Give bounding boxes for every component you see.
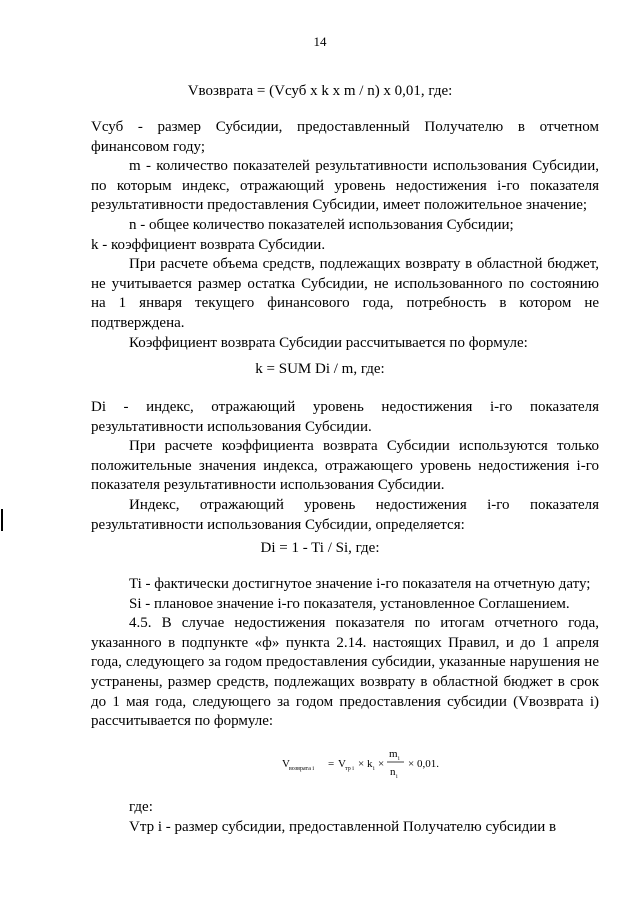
formula-times-2: ×: [378, 758, 385, 770]
formula-k-sub: i: [373, 766, 375, 772]
definition-vtr: Vтр i - размер субсидии, предоставленной Получателю субсидии в: [129, 818, 557, 835]
definition-vsub: Vсуб - размер Субсидии, предоставленный Получателю в отчетном финансовом году;: [91, 119, 599, 155]
paragraph-remainder: При расчете объема средств, подлежащих возврату в областной бюджет, не учитывается размер остатка Субсидии, не использованного по состоянию на 1 января текущего финансового года, потребность в котором не подтверждена.: [91, 256, 599, 331]
definitions-block-3: [91, 575, 599, 732]
formula-k: k: [367, 758, 373, 770]
definitions-block-2: [91, 398, 599, 535]
formula-numerator-sub: i: [398, 756, 400, 762]
formula-return-volume: Vвозврата = (Vсуб x k x m / n) x 0,01, где:: [187, 83, 453, 99]
formula-lhs: V: [282, 758, 290, 770]
formula-times-1: ×: [358, 758, 365, 770]
closing-block: [91, 798, 599, 837]
where-label: где:: [129, 799, 153, 815]
definition-k: k - коэффициент возврата Субсидии.: [91, 236, 326, 253]
formula-di: Di = 1 - Ti / Si, где:: [260, 540, 380, 556]
paragraph-4-5: 4.5. В случае недостижения показателя по итогам отчетного года, указанного в подпункте «ф» пункта 2.14. настоящих Правил, и до 1 апреля года, следующего за годом предоставления субсидии, указанные нарушения не устранены, размер средств, подлежащих возврату в областной бюджет в срок до 1 мая года, следующего за годом предоставления субсидии (Vвозврата i) рассчитывается по формуле:: [91, 615, 599, 730]
margin-mark: [1, 509, 3, 531]
formula-k: k = SUM Di / m, где:: [255, 361, 385, 377]
paragraph-positive-values: При расчете коэффициента возврата Субсидии используются только положительные значения индекса, отражающего уровень недостижения i-го показателя результативности использования Субсидии.: [91, 438, 599, 494]
paragraph-index-intro: Индекс, отражающий уровень недостижения i-го показателя результативности использования Субсидии, определяется:: [91, 496, 599, 533]
paragraph-k-formula-intro: Коэффициент возврата Субсидии рассчитывается по формуле:: [129, 334, 528, 351]
formula-v-sub: тр i: [345, 766, 354, 772]
formula-tail: × 0,01.: [408, 758, 439, 770]
formula-denominator: n: [390, 766, 396, 778]
formula-denominator-sub: i: [396, 774, 398, 780]
formula-return-volume-i: [268, 745, 468, 785]
definition-ti: Ti - фактически достигнутое значение i-го показателя на отчетную дату;: [129, 576, 591, 592]
definition-m: m - количество показателей результативности использования Субсидии, по которым индекс, отражающий уровень недостижения i-го показателя результативности предоставления Субсидии, имеет положительное значение;: [91, 158, 599, 214]
definition-di: Di - индекс, отражающий уровень недостижения i-го показателя результативности использования Субсидии.: [91, 399, 599, 435]
definition-si: Si - плановое значение i-го показателя, установленное Соглашением.: [129, 595, 570, 612]
formula-eq: =: [328, 758, 335, 770]
page-number: 14: [313, 34, 327, 49]
formula-lhs-sub: возврата i: [289, 766, 315, 772]
definition-n: n - общее количество показателей использования Субсидии;: [129, 216, 514, 233]
formula-numerator: m: [389, 748, 398, 760]
definitions-block-1: [91, 118, 599, 353]
formula-v: V: [338, 758, 346, 770]
